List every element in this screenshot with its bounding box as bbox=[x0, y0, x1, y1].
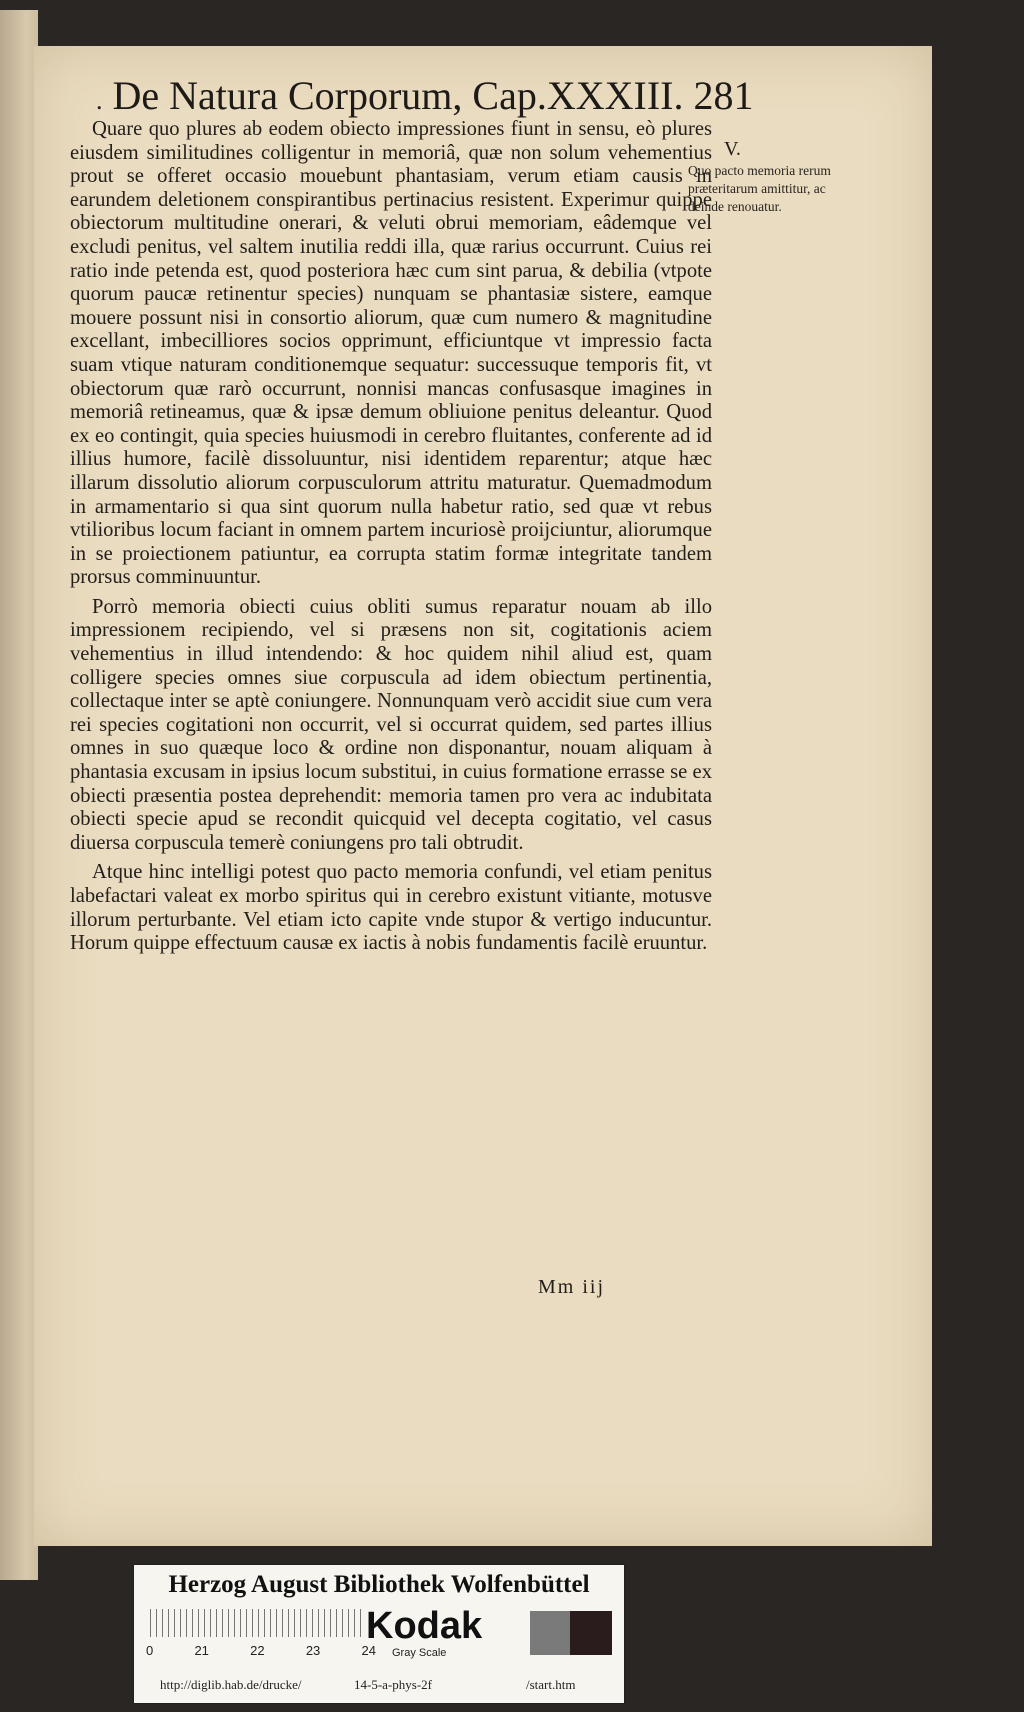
header-mark: . bbox=[96, 86, 103, 115]
url-base: http://diglib.hab.de/drucke/ bbox=[160, 1677, 302, 1692]
ruler-number: 22 bbox=[250, 1643, 265, 1658]
paragraph-1: Quare quo plures ab eodem obiecto impressiones fiunt in sensu, eò plures eiusdem similitudines colligentur in memoriâ, quæ non solum vehementius prout se offeret occasio mouebunt phantasiam, verum etiam causis in earundem deletionem conspirantibus pertinacius resistent. Experimur quippe obiectorum multitudine onerari, & veluti obrui memoriam, eâdemque vel excludi penitus, vel saltem inutilia reddi illa, quæ rarius occurrunt. Cuius rei ratio inde petenda est, quod posteriora hæc cum sint parua, & debilia (vtpote quorum paucæ retinentur species) nunquam se phantasiæ sistere, eamque mouere possunt nisi in consortio aliorum, quæ cum numero & magnitudine excellant, imbecilliores socios opprimunt, efficiuntque vt impressio facta suam vtique naturam conditionemque sequatur: successuque temporis fit, vt obiectorum quæ rarò occurrunt, nonnisi mancas confusasque imagines in memoriâ retineamus, quæ & ipsæ demum obliuione penitus deleantur. Quod ex eo contingit, quia species huiusmodi in cerebro fluitantes, conferente ad id illius humore, facilè dissoluuntur, nisi identidem reparentur; atque hæc illarum dissolutio aliorum corpusculorum attritu maturatur. Quemadmodum in armamentario si qua sint quorum nulla habetur ratio, sed quæ vt rebus vtilioribus locum faciant in omnem partem incuriosè proijciuntur, aliorumque in se proiectionem patiuntur, ea corrupta statim formæ integritate tandem prorsus comminuuntur. bbox=[70, 118, 712, 589]
url-end: /start.htm bbox=[526, 1677, 576, 1692]
dark-patch bbox=[570, 1611, 612, 1655]
paragraph-3: Atque hinc intelligi potest quo pacto memoria confundi, vel etiam penitus labefactari valeat ex morbo spiritus qui in cerebro existunt vitiante, motusve illorum perturbante. Vel etiam icto capite vnde stupor & vertigo inducuntur. Horum quippe effectuum causæ ex iactis à nobis fundamentis facilè eruuntur. bbox=[70, 861, 712, 955]
ruler-ticks bbox=[150, 1609, 364, 1637]
gray-scale-label: Gray Scale bbox=[392, 1647, 447, 1659]
running-header bbox=[96, 72, 754, 119]
signature-mark: Mm iij bbox=[538, 1276, 606, 1298]
page-title: De Natura Corporum, Cap.XXXIII. 281 bbox=[112, 73, 754, 118]
url-id: 14-5-a-phys-2f bbox=[354, 1677, 432, 1692]
adjacent-page-edge bbox=[0, 10, 38, 1580]
kodak-logo: Kodak bbox=[366, 1605, 483, 1647]
ruler-number: 0 bbox=[146, 1643, 154, 1658]
ruler-numbers bbox=[146, 1643, 376, 1658]
ruler-number: 23 bbox=[305, 1643, 321, 1658]
ruler-number: 21 bbox=[194, 1643, 209, 1658]
library-name: Herzog August Bibliothek Wolfenbüttel bbox=[168, 1571, 590, 1598]
gray-patch bbox=[530, 1611, 570, 1655]
body-text bbox=[70, 118, 712, 962]
paragraph-2: Porrò memoria obiecti cuius obliti sumus reparatur nouam ab illo impressionem recipiendo, vel si præsens non sit, cogitationis aciem vehementius in illud intendendo: & hoc quidem nihil aliud est, quam colligere species omnes siue corpuscula ad idem obiectum pertinentia, collectaque inter se aptè coniungere. Nonnunquam verò accidit siue cum vera rei species cogitationi non occurrit, vel si occurrat quidem, sed partes illius omnes in suo quæque loco & ordine non disponantur, nouam aliquam à phantasia excusam in ipsius locum substitui, in cuius formatione errasse se ex obiecti præsentia postea deprehendit: memoria tamen pro vera ac indubitata obiecti specie apud se recondit quicquid vel decepta cogitatio, vel casus diuersa corpuscula temerè coniungens pro tali obtrudit. bbox=[70, 595, 712, 854]
margin-section-number: V. bbox=[724, 138, 741, 160]
color-calibration-card bbox=[134, 1565, 624, 1703]
ruler-number: 24 bbox=[361, 1643, 376, 1658]
margin-note: Quo pacto memoria rerum præteritarum amittitur, ac deinde renouatur. bbox=[688, 163, 831, 214]
